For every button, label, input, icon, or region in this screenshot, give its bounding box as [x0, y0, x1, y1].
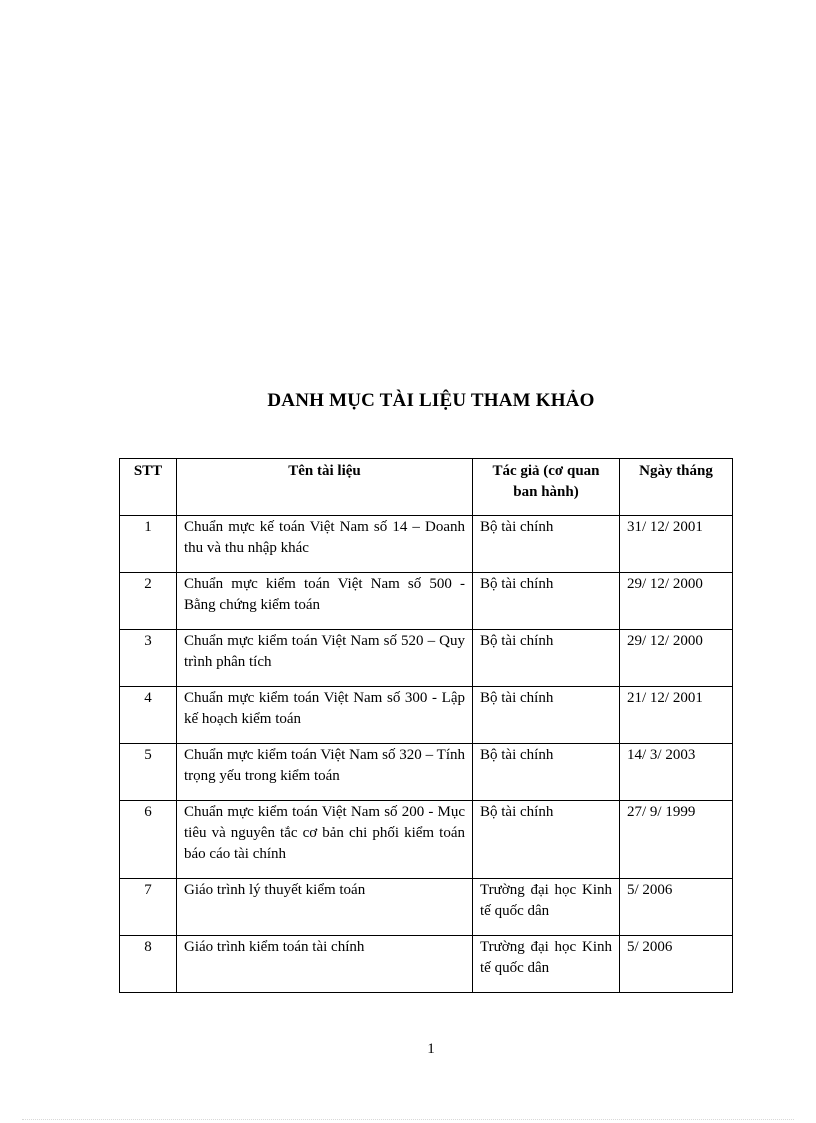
table-row [120, 801, 733, 879]
row-author: Trường đại học Kinh tế quốc dân [473, 936, 620, 993]
row-date: 21/ 12/ 2001 [620, 687, 733, 744]
row-author: Bộ tài chính [473, 687, 620, 744]
table-row [120, 936, 733, 993]
row-document-name: Chuẩn mực kế toán Việt Nam số 14 – Doanh thu và thu nhập khác [177, 516, 473, 573]
row-stt: 8 [120, 936, 177, 993]
row-stt: 7 [120, 879, 177, 936]
table-row [120, 516, 733, 573]
header-author: Tác giả (cơ quan ban hành) [473, 459, 620, 516]
references-table [119, 458, 733, 993]
row-date: 27/ 9/ 1999 [620, 801, 733, 879]
header-document-name: Tên tài liệu [177, 459, 473, 516]
row-stt: 6 [120, 801, 177, 879]
row-document-name: Chuẩn mực kiểm toán Việt Nam số 320 – Tính trọng yếu trong kiểm toán [177, 744, 473, 801]
row-date: 29/ 12/ 2000 [620, 630, 733, 687]
page-bottom-divider [22, 1119, 794, 1120]
row-document-name: Giáo trình kiểm toán tài chính [177, 936, 473, 993]
row-date: 5/ 2006 [620, 936, 733, 993]
page-number: 1 [427, 1041, 435, 1057]
row-author: Bộ tài chính [473, 516, 620, 573]
row-document-name: Chuẩn mực kiểm toán Việt Nam số 520 – Quy trình phân tích [177, 630, 473, 687]
table-row [120, 630, 733, 687]
header-date: Ngày tháng [620, 459, 733, 516]
row-author: Bộ tài chính [473, 801, 620, 879]
table-row [120, 879, 733, 936]
table-header-row [120, 459, 733, 516]
row-author: Trường đại học Kinh tế quốc dân [473, 879, 620, 936]
table-row [120, 687, 733, 744]
table-row [120, 744, 733, 801]
header-stt: STT [120, 459, 177, 516]
row-date: 31/ 12/ 2001 [620, 516, 733, 573]
row-stt: 5 [120, 744, 177, 801]
row-author: Bộ tài chính [473, 630, 620, 687]
row-document-name: Chuẩn mực kiểm toán Việt Nam số 300 - Lập kế hoạch kiểm toán [177, 687, 473, 744]
row-stt: 1 [120, 516, 177, 573]
table-row [120, 573, 733, 630]
row-author: Bộ tài chính [473, 744, 620, 801]
row-stt: 4 [120, 687, 177, 744]
row-stt: 3 [120, 630, 177, 687]
row-date: 29/ 12/ 2000 [620, 573, 733, 630]
row-date: 14/ 3/ 2003 [620, 744, 733, 801]
row-author: Bộ tài chính [473, 573, 620, 630]
page-title: DANH MỤC TÀI LIỆU THAM KHẢO [267, 390, 595, 411]
row-date: 5/ 2006 [620, 879, 733, 936]
row-document-name: Chuẩn mực kiểm toán Việt Nam số 500 - Bằng chứng kiểm toán [177, 573, 473, 630]
row-stt: 2 [120, 573, 177, 630]
row-document-name: Chuẩn mực kiểm toán Việt Nam số 200 - Mục tiêu và nguyên tắc cơ bản chi phối kiểm toán báo cáo tài chính [177, 801, 473, 879]
row-document-name: Giáo trình lý thuyết kiểm toán [177, 879, 473, 936]
